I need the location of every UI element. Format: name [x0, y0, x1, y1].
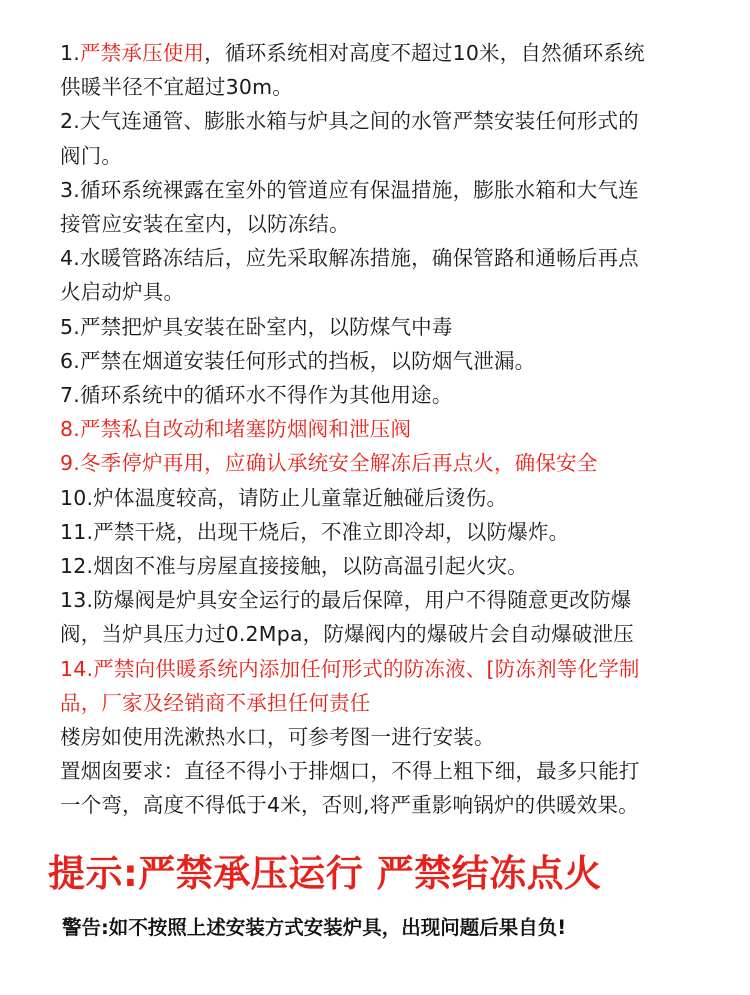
item-8 [60, 412, 710, 446]
item-10-text: 炉体温度较高，请防止儿童靠近触碰后烫伤。 [93, 485, 508, 510]
item-2-line-2: 阀门。 [60, 143, 123, 168]
item-12-text: 烟囱不准与房屋直接接触，以防高温引起火灾。 [93, 554, 528, 579]
item-10 [60, 481, 710, 515]
item-13-text: 防爆阀是炉具安全运行的最后保障，用户不得随意更改防爆 [93, 588, 632, 613]
item-number: 3. [60, 177, 80, 202]
item-3-text: 循环系统裸露在室外的管道应有保温措施，膨胀水箱和大气连 [79, 177, 639, 202]
item-13-line-1 [60, 583, 710, 617]
item-number: 8. [60, 417, 80, 442]
item-number: 7. [60, 383, 80, 408]
item-1-line-2: 供暖半径不宜超过30m。 [60, 75, 293, 100]
item-1-highlight: 严禁承压使用 [79, 41, 205, 65]
item-number: 5. [60, 314, 80, 339]
item-3-line-2: 接管应安装在室内，以防冻结。 [60, 212, 350, 237]
item-3-line-1 [60, 173, 710, 207]
item-number: 10. [60, 485, 94, 510]
instruction-list [60, 36, 710, 823]
safety-banner: 提示:严禁承压运行 严禁结冻点火 [48, 852, 602, 895]
item-number: 1. [60, 41, 80, 65]
item-4-line-1 [60, 241, 710, 275]
warning-text: 警告:如不按照上述安装方式安装炉具，出现问题后果自负! [62, 916, 567, 939]
item-6 [60, 344, 710, 378]
item-5-text: 严禁把炉具安装在卧室内，以防煤气中毒 [79, 314, 453, 339]
item-5 [60, 310, 710, 344]
item-number: 12. [60, 554, 94, 579]
item-1-line-1 [60, 36, 710, 70]
item-7 [60, 378, 710, 412]
item-7-text: 循环系统中的循环水不得作为其他用途。 [79, 383, 453, 408]
item-13-line-2: 阀，当炉具压力过0.2Mpa，防爆阀内的爆破片会自动爆破泄压 [60, 622, 634, 647]
chimney-note-line-2: 一个弯，高度不得低于4米，否则,将严重影响锅炉的供暖效果。 [60, 793, 639, 818]
item-2-line-1 [60, 104, 710, 138]
item-9-text: 冬季停炉再用，应确认承统安全解冻后再点火，确保安全 [79, 451, 598, 476]
item-number: 6. [60, 348, 80, 373]
item-number: 4. [60, 246, 80, 271]
item-12 [60, 549, 710, 583]
chimney-note-line-1: 置烟囱要求：直径不得小于排烟口，不得上粗下细，最多只能打 [60, 759, 640, 784]
item-14-line-1 [60, 652, 710, 686]
building-note: 楼房如使用洗漱热水口，可参考图一进行安装。 [60, 725, 495, 750]
item-9 [60, 446, 710, 480]
item-number: 11. [60, 519, 94, 544]
item-2-text: 大气连通管、膨胀水箱与炉具之间的水管严禁安装任何形式的 [79, 109, 639, 134]
item-14-text: 严禁向供暖系统内添加任何形式的防冻液、[防冻剂等化学制 [93, 656, 640, 681]
item-6-text: 严禁在烟道安装任何形式的挡板，以防烟气泄漏。 [79, 348, 536, 373]
item-14-line-2: 品，厂家及经销商不承担任何责任 [60, 690, 371, 715]
item-4-text: 水暖管路冻结后，应先采取解冻措施，确保管路和通畅后再点 [79, 246, 639, 271]
item-1-text: ，循环系统相对高度不超过10米，自然循环系统 [204, 41, 645, 65]
item-11 [60, 515, 710, 549]
item-number: 14. [60, 656, 94, 681]
item-8-text: 严禁私自改动和堵塞防烟阀和泄压阀 [79, 417, 412, 442]
item-number: 9. [60, 451, 80, 476]
item-number: 13. [60, 588, 94, 613]
item-number: 2. [60, 109, 80, 134]
item-4-line-2: 火启动炉具。 [60, 280, 185, 305]
item-11-text: 严禁干烧，出现干烧后，不准立即冷却，以防爆炸。 [93, 519, 570, 544]
